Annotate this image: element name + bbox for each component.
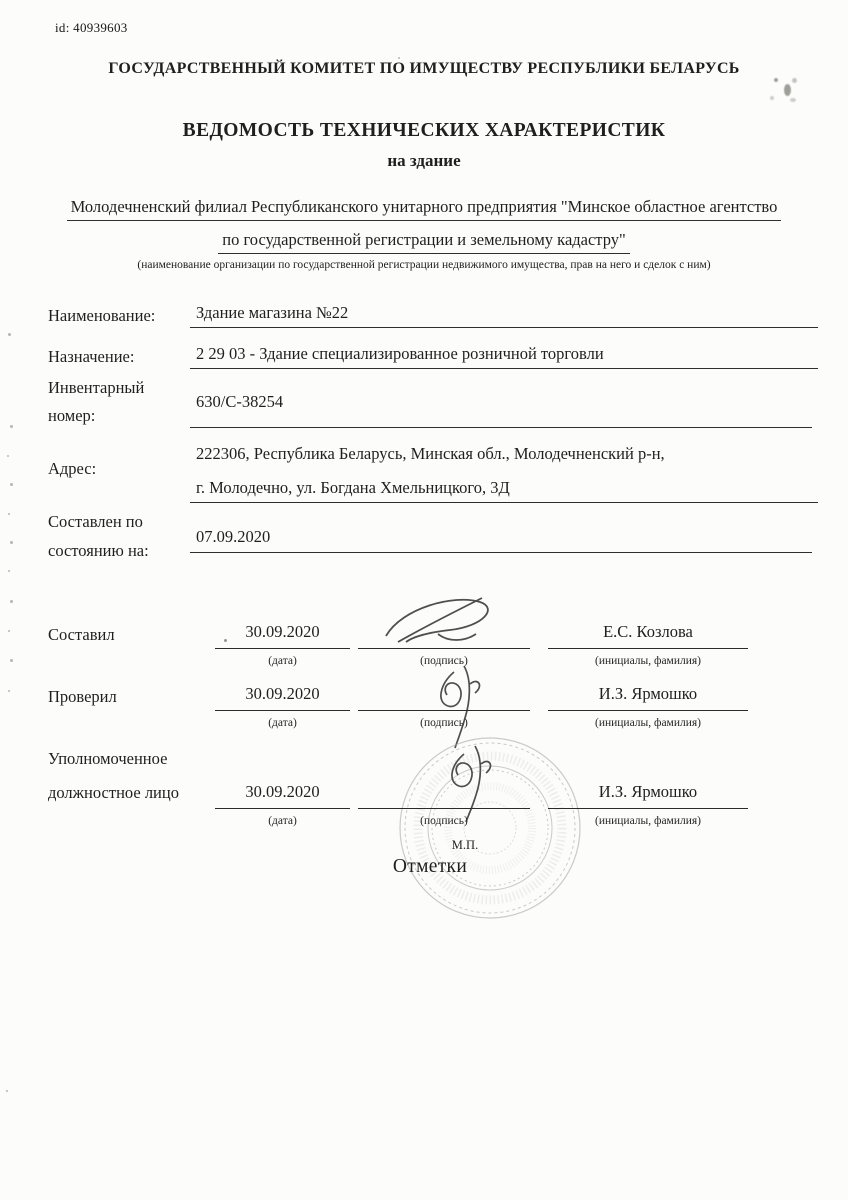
- sig-row-checked-date: 30.09.2020: [215, 684, 350, 711]
- signature-squiggle-authorized: [432, 740, 512, 824]
- scan-artifact-dot: [10, 600, 13, 603]
- scan-artifact-dot: [8, 690, 10, 692]
- scan-artifact-dot: [8, 570, 10, 572]
- sig-row-checked-name: И.З. Ярмошко: [548, 684, 748, 711]
- scan-artifact-dot: [398, 57, 400, 59]
- caption-date-2: (дата): [268, 717, 297, 729]
- field-value-name: Здание магазина №22: [190, 303, 818, 328]
- scan-artifact-dot: [8, 513, 10, 515]
- organization-line-2-text: по государственной регистрации и земельному кадастру": [218, 230, 630, 254]
- sig-row-compiled-label: Составил: [48, 625, 115, 644]
- scan-artifact-dot: [10, 659, 13, 662]
- scan-artifact-dot: [10, 483, 13, 486]
- sig-row-authorized-label-2: должностное лицо: [48, 783, 179, 802]
- signature-squiggle-compiled: [380, 592, 520, 648]
- caption-signature-1: (подпись): [420, 655, 468, 667]
- field-label-asof-1: Составлен по: [48, 512, 143, 531]
- sig-row-compiled-date: 30.09.2020: [215, 622, 350, 649]
- caption-signature-3: (подпись): [420, 815, 468, 827]
- marks-heading: Отметки: [392, 856, 468, 877]
- document-title: ВЕДОМОСТЬ ТЕХНИЧЕСКИХ ХАРАКТЕРИСТИК: [182, 120, 666, 141]
- scan-smudge-artifact: [762, 74, 802, 108]
- field-label-asof-2: состоянию на:: [48, 541, 149, 560]
- scan-id-label: id: 40939603: [55, 20, 128, 35]
- scan-artifact-dot: [7, 455, 9, 457]
- caption-name-1: (инициалы, фамилия): [594, 655, 702, 667]
- field-label-inventory-1: Инвентарный: [48, 378, 145, 397]
- scan-artifact-dot: [8, 630, 10, 632]
- stamp-place-label: М.П.: [451, 838, 479, 852]
- sig-row-checked-label: Проверил: [48, 687, 117, 706]
- field-label-address: Адрес:: [48, 459, 97, 478]
- organization-name-line-1: [0, 197, 848, 221]
- field-value-asof: 07.09.2020: [196, 527, 271, 546]
- sig-row-authorized-label-1: Уполномоченное: [48, 749, 168, 768]
- caption-date-3: (дата): [268, 815, 297, 827]
- field-label-purpose: Назначение:: [48, 347, 135, 366]
- caption-signature-2: (подпись): [420, 717, 468, 729]
- sig-row-compiled-name: Е.С. Козлова: [548, 622, 748, 649]
- caption-name-3: (инициалы, фамилия): [594, 815, 702, 827]
- sig-row-authorized-date: 30.09.2020: [215, 782, 350, 809]
- sig-row-authorized-name: И.З. Ярмошко: [548, 782, 748, 809]
- document-subtitle: на здание: [387, 151, 461, 170]
- field-value-address-2: г. Молодечно, ул. Богдана Хмельницкого, 3Д: [190, 478, 818, 503]
- field-value-purpose: 2 29 03 - Здание специализированное розничной торговли: [190, 344, 818, 369]
- scan-artifact-dot: [10, 541, 13, 544]
- inventory-underline: [190, 427, 812, 428]
- scan-artifact-dot: [8, 333, 11, 336]
- field-value-address-1: 222306, Республика Беларусь, Минская обл., Молодечненский р-н,: [196, 444, 665, 463]
- field-label-inventory-2: номер:: [48, 406, 96, 425]
- issuer-header: ГОСУДАРСТВЕННЫЙ КОМИТЕТ ПО ИМУЩЕСТВУ РЕСПУБЛИКИ БЕЛАРУСЬ: [108, 60, 740, 77]
- organization-caption: (наименование организации по государственной регистрации недвижимого имущества, прав на него и сделок с ним): [137, 259, 711, 271]
- asof-underline: [190, 552, 812, 553]
- organization-line-1-text: Молодечненский филиал Республиканского унитарного предприятия "Минское областное агентство: [67, 197, 782, 221]
- field-value-inventory: 630/С-38254: [196, 392, 284, 411]
- field-label-name: Наименование:: [48, 306, 156, 325]
- scan-artifact-dot: [10, 425, 13, 428]
- scan-artifact-dot: [6, 1090, 8, 1092]
- organization-name-line-2: [0, 230, 848, 254]
- caption-name-2: (инициалы, фамилия): [594, 717, 702, 729]
- caption-date-1: (дата): [268, 655, 297, 667]
- scan-artifact-dot: [224, 639, 227, 642]
